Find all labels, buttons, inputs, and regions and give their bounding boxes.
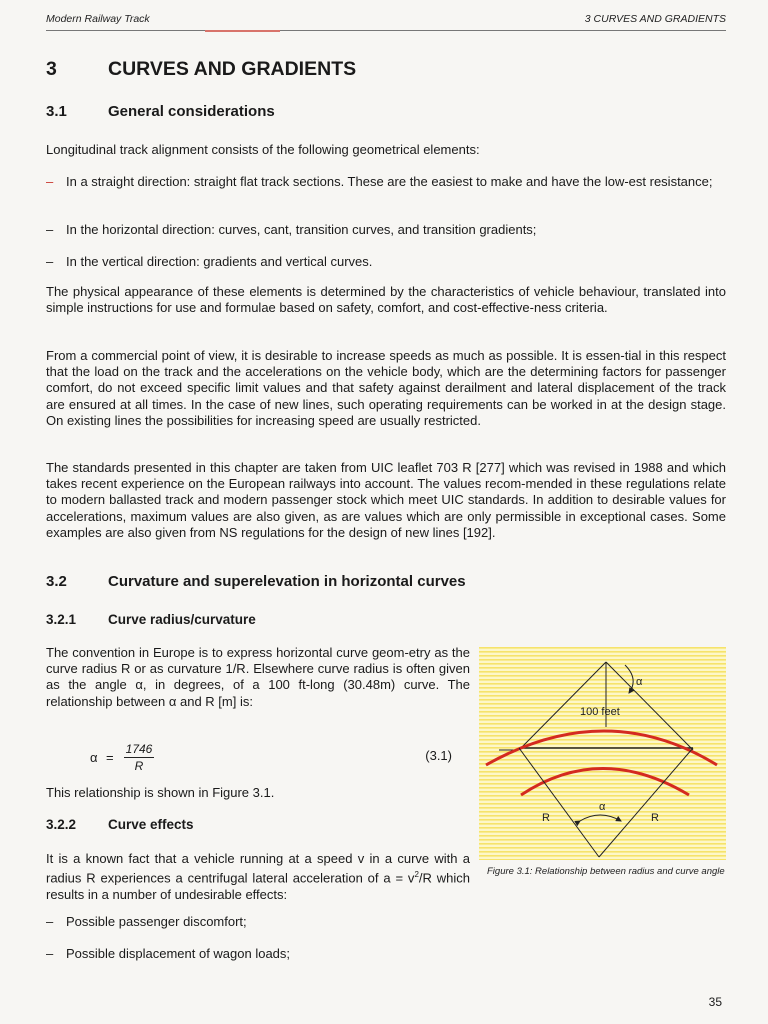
subsection-heading-3-2-2	[46, 817, 194, 832]
figure-diagram	[479, 647, 726, 860]
text-run: It is a known fact that a vehicle running at a speed v in a curve with a radius R experiences a centrifugal lateral acceleration of a = v	[46, 851, 470, 886]
figure-background	[479, 647, 726, 860]
list-item	[46, 174, 726, 190]
equation-numerator: 1746	[125, 742, 153, 756]
section-title: Curvature and superelevation in horizontal curves	[108, 573, 466, 590]
list-item-text: In the vertical direction: gradients and vertical curves.	[66, 254, 373, 269]
label-alpha-bottom: α	[599, 801, 606, 813]
figure-caption: Figure 3.1: Relationship between radius and curve angle	[487, 866, 725, 877]
dash-bullet: –	[46, 946, 54, 961]
running-header-left: Modern Railway Track	[46, 13, 150, 25]
paragraph: The convention in Europe is to express horizontal curve geom-etry as the curve radius R or as curvature 1/R. Elsewhere curve radius is often given as the angle α, in degrees, of a 100 ft-long (30.48m) curve. The relationship between α and R [m] is:	[46, 645, 470, 709]
list-item	[46, 946, 726, 962]
section-title: General considerations	[108, 103, 275, 120]
paragraph	[46, 851, 470, 903]
list-item	[46, 222, 726, 238]
equation-denominator: R	[134, 759, 144, 773]
dash-bullet: –	[46, 174, 54, 189]
running-header-right: 3 CURVES AND GRADIENTS	[584, 13, 726, 25]
paragraph: The standards presented in this chapter are taken from UIC leaflet 703 R [277] which was revised in 1988 and which takes recent experience on the European railways into account. The values recom-mended in these regulations relate to modern ballasted track and modern passenger stock which meet UIC standards. In addition to desirable values for accelerations, maximum values are also given, as are values which are only permissible in exceptional cases. Some examples are also given from NS regulations for the design of new lines [192].	[46, 460, 726, 540]
list-item-text: In the horizontal direction: curves, cant, transition curves, and transition gradients;	[66, 222, 537, 237]
page-number: 35	[708, 995, 722, 1009]
dash-bullet: –	[46, 222, 54, 237]
dash-bullet: –	[46, 254, 54, 269]
section-heading-3-2	[46, 573, 466, 590]
paragraph: The physical appearance of these elements is determined by the characteristics of vehicle behaviour, translated into simple instructions for use and formulae based on safety, comfort, and cost-effective-ness criteria.	[46, 284, 726, 316]
paragraph: From a commercial point of view, it is desirable to increase speeds as much as possible. It is essen-tial in this respect that the load on the track and the accelerations on the vehicle body, which are the determining factors for passenger comfort, do not exceed specific limit values and that safety against derailment and lateral displacement of the track are ensured at all times. In the case of new lines, such operating requirements can be worked in at the design stage. On existing lines the possibilities for increasing speed are usually restricted.	[46, 348, 726, 428]
subsection-number: 3.2.2	[46, 817, 77, 832]
list-item	[46, 914, 726, 930]
dash-bullet: –	[46, 914, 54, 929]
intro-paragraph: Longitudinal track alignment consists of the following geometrical elements:	[46, 142, 480, 157]
header-rule	[46, 30, 726, 31]
list-item	[46, 254, 726, 270]
subsection-title: Curve effects	[108, 817, 194, 832]
label-r-right: R	[651, 812, 659, 824]
equation-3-1	[46, 742, 456, 774]
section-number: 3.1	[46, 103, 67, 120]
label-alpha-top: α	[636, 676, 643, 688]
subsection-title: Curve radius/curvature	[108, 612, 256, 627]
subsection-heading-3-2-1	[46, 612, 256, 627]
label-100-feet: 100 feet	[580, 706, 620, 718]
figure-3-1	[479, 647, 726, 860]
chapter-title: CURVES AND GRADIENTS	[108, 58, 357, 80]
list-item-text: Possible passenger discomfort;	[66, 914, 247, 929]
equation-lhs: α	[90, 750, 98, 765]
header-accent-rule	[205, 30, 280, 32]
equation-equals: =	[106, 750, 114, 765]
equation-number: (3.1)	[425, 748, 452, 763]
subsection-number: 3.2.1	[46, 612, 77, 627]
chapter-number: 3	[46, 58, 57, 80]
label-r-left: R	[542, 812, 550, 824]
list-item-text: Possible displacement of wagon loads;	[66, 946, 291, 961]
paragraph: This relationship is shown in Figure 3.1.	[46, 785, 275, 800]
text-run: /R which results in a number of undesirable effects:	[46, 870, 470, 902]
equation-fraction	[124, 742, 154, 773]
chapter-heading	[46, 58, 356, 81]
section-number: 3.2	[46, 573, 67, 590]
list-item-text: In a straight direction: straight flat track sections. These are the easiest to make and have the low-est resistance;	[66, 174, 713, 189]
superscript: 2	[414, 870, 419, 880]
section-heading-3-1	[46, 103, 275, 120]
